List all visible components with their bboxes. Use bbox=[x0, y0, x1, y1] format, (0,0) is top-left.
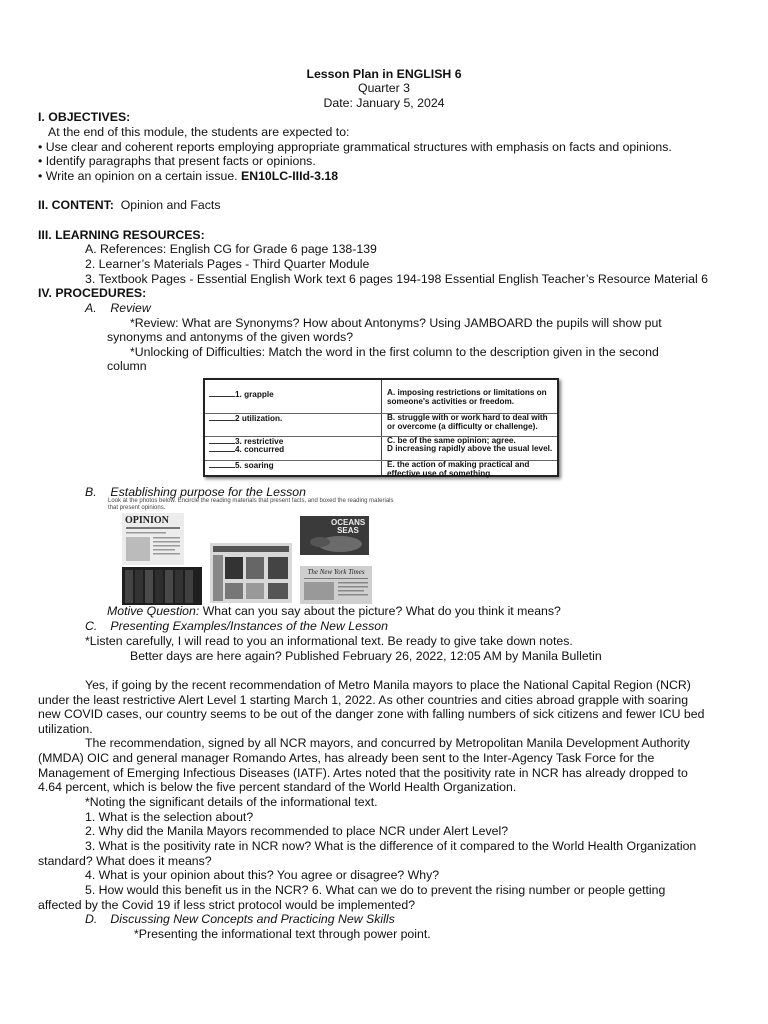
article-paragraph-line: new COVID cases, our country seems to be out of the danger zone with falling numbers of sick citizens and fewer ICU bed bbox=[38, 707, 705, 721]
step-a-title: Review bbox=[110, 301, 151, 315]
objectives-heading: I. OBJECTIVES: bbox=[38, 110, 131, 124]
article-paragraph-line: The recommendation, signed by all NCR mayors, and concurred by Metropolitan Manila Development Authority bbox=[85, 736, 690, 750]
table-row bbox=[205, 460, 557, 478]
match-word: 1. grapple bbox=[209, 390, 379, 399]
procedures-heading: IV. PROCEDURES: bbox=[38, 286, 147, 300]
unlocking-text: *Unlocking of Difficulties: Match the word in the first column to the description given in the second bbox=[130, 345, 659, 359]
books-shelf-photo bbox=[122, 567, 202, 605]
match-description: D increasing rapidly above the usual level. bbox=[387, 444, 553, 453]
article-paragraph-line: utilization. bbox=[38, 722, 93, 736]
step-d-letter: D. bbox=[85, 912, 98, 926]
magazine-spread-photo bbox=[210, 543, 292, 603]
noting-instruction: *Noting the significant details of the informational text. bbox=[85, 795, 378, 809]
question-item: 3. What is the positivity rate in NCR now? What is the difference of it compared to the World Health Organization bbox=[85, 839, 697, 853]
content-heading: II. CONTENT: bbox=[38, 198, 114, 212]
objectives-intro: At the end of this module, the students are expected to: bbox=[48, 125, 350, 139]
step-d-title: Discussing New Concepts and Practicing New Skills bbox=[110, 912, 395, 926]
vocabulary-matching-table bbox=[203, 378, 559, 477]
article-paragraph-line: Management of Emerging Infectious Diseases (IATF). Artes noted that the positivity rate in NCR has already dropped to bbox=[38, 766, 688, 780]
step-d-heading bbox=[85, 912, 395, 927]
oceans-label: OCEANS SEAS bbox=[331, 518, 366, 535]
objective-item: • Use clear and coherent reports employing appropriate grammatical structures with emphasis on facts and opinions. bbox=[38, 140, 672, 154]
magazine-spread-illustration bbox=[210, 543, 292, 603]
date-label: Date: January 5, 2024 bbox=[323, 96, 445, 110]
question-item: 4. What is your opinion about this? You agree or disagree? Why? bbox=[85, 868, 440, 882]
newspaper-photo bbox=[300, 566, 372, 604]
match-description: B. struggle with or work hard to deal with or overcome (a difficulty or challenge). bbox=[387, 413, 548, 431]
match-word: 3. restrictive bbox=[209, 437, 379, 446]
match-word: 2 utilization. bbox=[209, 414, 379, 423]
article-title: Better days are here again? Published February 26, 2022, 12:05 AM by Manila Bulletin bbox=[130, 649, 602, 663]
objective-item bbox=[38, 169, 338, 184]
step-c-letter: C. bbox=[85, 619, 98, 633]
step-c-title: Presenting Examples/Instances of the New Lesson bbox=[110, 619, 388, 633]
review-text-cont: synonyms and antonyms of the given words? bbox=[107, 330, 354, 344]
quarter-label: Quarter 3 bbox=[358, 81, 410, 95]
newspaper-masthead: The New York Times bbox=[307, 568, 365, 576]
match-description: C. be of the same opinion; agree. bbox=[387, 436, 516, 445]
match-description: A. imposing restrictions or limitations on someone's activities or freedom. bbox=[387, 388, 547, 406]
resource-item: A. References: English CG for Grade 6 page 138-139 bbox=[85, 242, 377, 256]
question-item-cont: affected by the Covid 19 if less strict protocol would be implemented? bbox=[38, 898, 416, 912]
books-shelf-illustration bbox=[122, 567, 202, 605]
article-paragraph-line: (MMDA) OIC and general manager Romando Artes, has already been sent to the Inter-Agency Task Force for the bbox=[38, 751, 655, 765]
motive-text: What can you say about the picture? What do you think it means? bbox=[202, 604, 561, 618]
step-a-letter: A. bbox=[85, 301, 97, 315]
table-row bbox=[205, 413, 557, 431]
question-item: 1. What is the selection about? bbox=[85, 810, 254, 824]
article-paragraph-line: under the least restrictive Alert Level 1 starting March 1, 2022. As other countries and cities abroad grapple with soaring bbox=[38, 693, 689, 707]
opinion-label: OPINION bbox=[125, 515, 169, 526]
question-item: 5. How would this benefit us in the NCR? 6. What can we do to prevent the rising number or people getting bbox=[85, 883, 666, 897]
content-line bbox=[38, 198, 221, 213]
motive-question bbox=[107, 604, 561, 619]
step-c-heading bbox=[85, 619, 388, 634]
resource-item: 3. Textbook Pages - Essential English Work text 6 pages 194-198 Essential English Teacher’s Resource Material 6 bbox=[85, 272, 708, 286]
match-word: 5. soaring bbox=[209, 461, 379, 470]
unlocking-text-cont: column bbox=[107, 359, 147, 373]
resources-heading: III. LEARNING RESOURCES: bbox=[38, 228, 205, 242]
step-b-letter: B. bbox=[85, 485, 97, 499]
question-item: 2. Why did the Manila Mayors recommended to place NCR under Alert Level? bbox=[85, 824, 509, 838]
oceans-seas-photo bbox=[300, 516, 369, 555]
competency-code: EN10LC-IIId-3.18 bbox=[241, 169, 339, 183]
objective-item: • Identify paragraphs that present facts or opinions. bbox=[38, 154, 316, 168]
opinion-newspaper-photo bbox=[122, 513, 184, 565]
table-row bbox=[205, 436, 557, 446]
step-a-heading bbox=[85, 301, 151, 316]
step-b-title: Establishing purpose for the Lesson bbox=[110, 485, 306, 499]
review-text: *Review: What are Synonyms? How about Antonyms? Using JAMBOARD the pupils will show put bbox=[130, 316, 662, 330]
match-word: 4. concurred bbox=[209, 445, 379, 454]
objective-item-text: • Write an opinion on a certain issue. bbox=[38, 169, 238, 183]
collage-caption: Look at the photos below. Encircle the reading materials that present facts, and boxed the reading materials that present opinions. bbox=[108, 498, 394, 511]
motive-label: Motive Question: bbox=[107, 604, 200, 618]
article-paragraph-line: 4.64 percent, which is below the five percent standard of the World Health Organization. bbox=[38, 780, 517, 794]
article-paragraph-line: Yes, if going by the recent recommendation of Metro Manila mayors to place the National Capital Region (NCR) bbox=[85, 678, 691, 692]
match-description: E. the action of making practical and effective use of something bbox=[387, 460, 530, 478]
content-text: Opinion and Facts bbox=[120, 198, 221, 212]
presenting-text: *Presenting the informational text through power point. bbox=[134, 927, 431, 941]
listen-instruction: *Listen carefully, I will read to you an informational text. Be ready to give take down notes. bbox=[85, 634, 573, 648]
question-item-cont: standard? What does it means? bbox=[38, 854, 212, 868]
document-title: Lesson Plan in ENGLISH 6 bbox=[306, 67, 462, 81]
resource-item: 2. Learner’s Materials Pages - Third Quarter Module bbox=[85, 257, 370, 271]
